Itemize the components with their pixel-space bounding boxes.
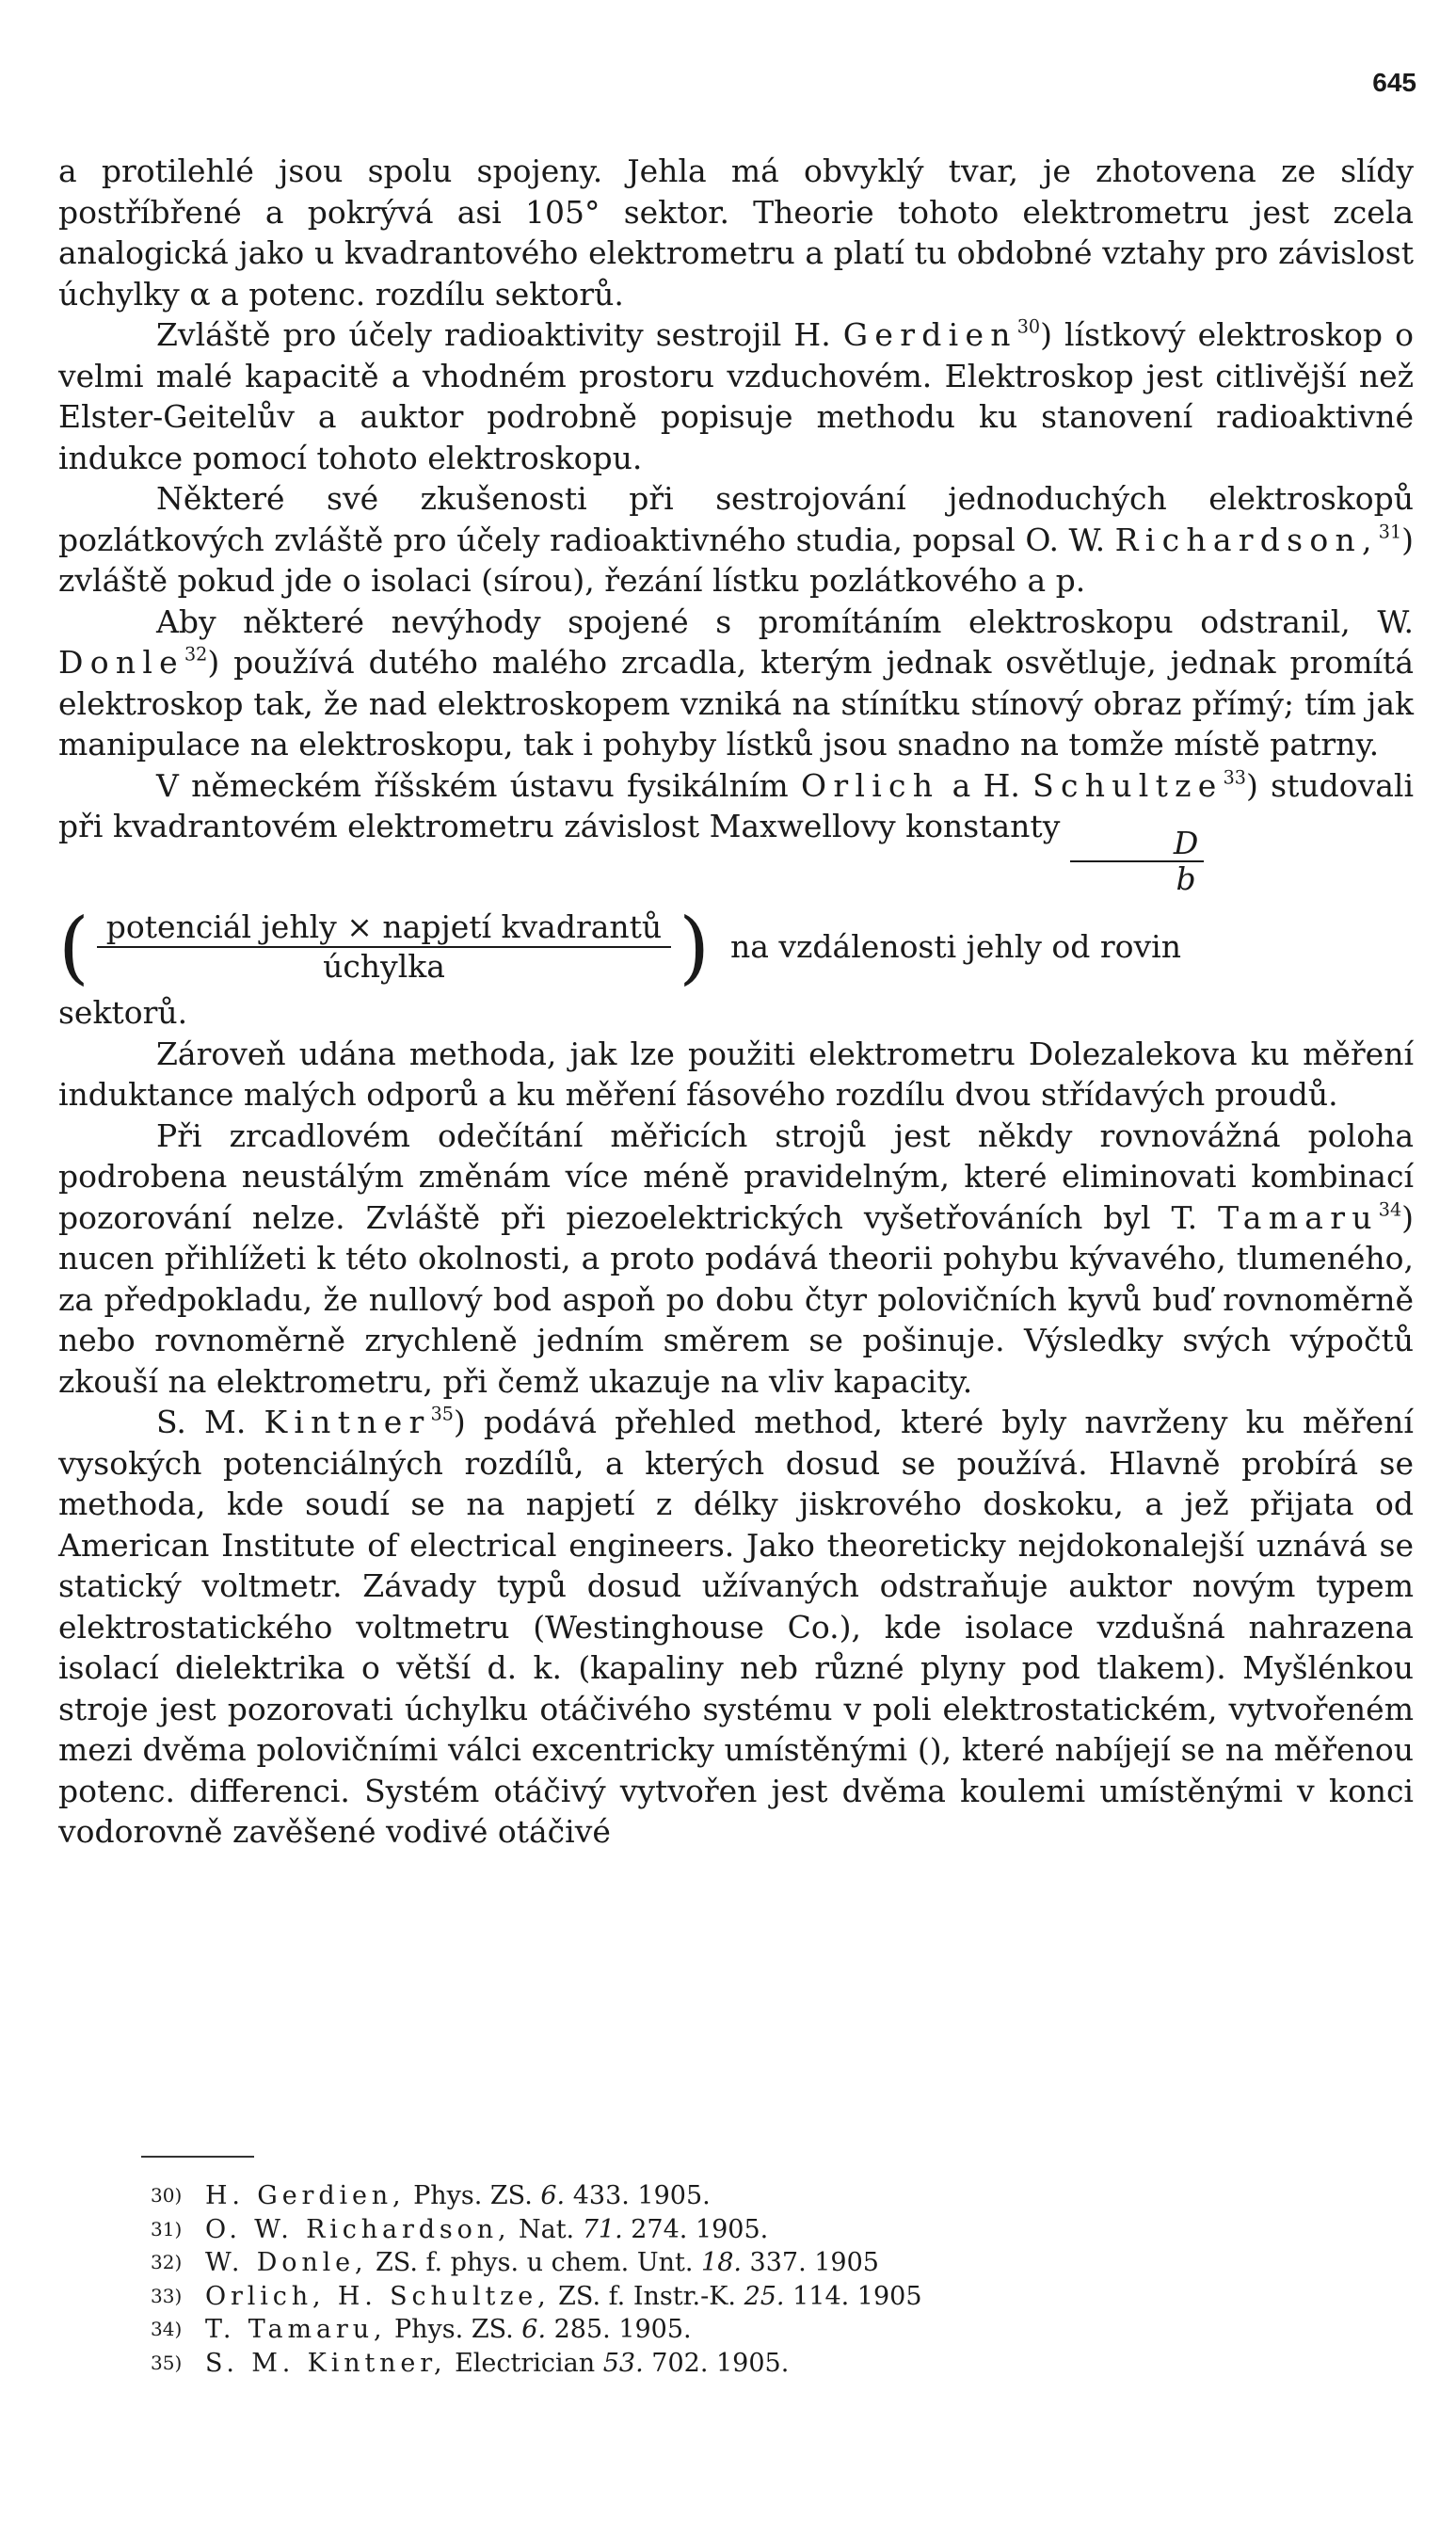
paragraph-8 bbox=[58, 1402, 1414, 1853]
footnote-journal: ZS. f. Instr.-K. bbox=[550, 2281, 744, 2311]
footnote-pages: 702. 1905. bbox=[643, 2348, 790, 2378]
footnote-mark: 33) bbox=[151, 2284, 183, 2307]
maxwell-constant-fraction bbox=[1070, 827, 1204, 896]
footnote-journal: Phys. ZS. bbox=[386, 2315, 522, 2344]
text: V německém říšském ústavu fysikálním bbox=[156, 766, 802, 804]
formula-tail: na vzdálenosti jehly od rovin bbox=[729, 928, 1181, 966]
article-body bbox=[58, 151, 1414, 1853]
author-name: Gerdien bbox=[842, 316, 1017, 353]
text: ) používá dutého malého zrcadla, kterým jednak osvětluje, jednak promítá elektroskop tak, že nad elektroskopem vzniká na stínítku stínový obraz přímý; tím jak manipulace na elektroskopu, tak i pohyby lístků jsou snadno na tomže místě patrny. bbox=[58, 644, 1414, 763]
text: Při zrcadlovém odečítání měřicích strojů jest někdy rovnovážná poloha podrobena neustálým změnám více méně pravidelným, které eliminovati kombinací pozorování nelze. Zvláště při piezoelektrických vyšetřováních byl T. bbox=[58, 1116, 1414, 1236]
paragraph-5 bbox=[58, 765, 1414, 897]
formula-denominator: úchylka bbox=[323, 948, 445, 986]
footnote-author: T. Tamaru, bbox=[205, 2315, 387, 2344]
footnote-author: O. W. Richardson, bbox=[205, 2214, 511, 2244]
footnote-33 bbox=[151, 2280, 1280, 2314]
paragraph-2 bbox=[58, 314, 1414, 478]
footnote-mark: 34) bbox=[151, 2318, 183, 2340]
footnote-32 bbox=[151, 2246, 1280, 2280]
footnote-journal: ZS. f. phys. u chem. Unt. bbox=[367, 2248, 702, 2277]
formula-continuation: sektorů. bbox=[58, 994, 188, 1032]
footnote-34 bbox=[151, 2313, 1280, 2347]
text: ) lístkový elektroskop o velmi malé kapacitě a vhodném prostoru vzduchovém. Elektroskop jest citlivější než Elster-Geitelův a auktor podrobně popisuje methodu ku stanovení radioaktivné indukce pomocí tohoto elektroskopu. bbox=[58, 316, 1414, 476]
footnote-author: S. M. Kintner, bbox=[205, 2348, 447, 2378]
footnote-volume: 6. bbox=[540, 2181, 566, 2210]
text: ) studovali při kvadrantovém elektrometru závislost Maxwellovy konstanty bbox=[58, 766, 1414, 844]
footnote-text bbox=[205, 2347, 789, 2381]
text: S. M. bbox=[156, 1404, 264, 1441]
footnote-ref: 31 bbox=[1378, 521, 1402, 543]
footnote-pages: 337. 1905 bbox=[741, 2248, 879, 2277]
author-name: Richardson, bbox=[1114, 521, 1379, 558]
footnote-volume: 71. bbox=[582, 2214, 623, 2244]
footnote-author: W. Donle, bbox=[205, 2248, 368, 2277]
paragraph-4 bbox=[58, 602, 1414, 765]
footnote-ref: 34 bbox=[1378, 1198, 1402, 1221]
footnote-text bbox=[205, 2179, 711, 2213]
footnote-ref: 30 bbox=[1016, 315, 1041, 338]
footnote-pages: 274. 1905. bbox=[622, 2214, 769, 2244]
footnote-31 bbox=[151, 2213, 1280, 2247]
footnote-journal: Phys. ZS. bbox=[405, 2181, 541, 2210]
footnote-ref: 33 bbox=[1223, 766, 1246, 789]
footnote-mark: 35) bbox=[151, 2351, 183, 2374]
footnote-text bbox=[205, 2246, 879, 2280]
footnote-pages: 433. 1905. bbox=[565, 2181, 711, 2210]
footnote-journal: Nat. bbox=[510, 2214, 583, 2244]
author-name: Tamaru bbox=[1218, 1198, 1379, 1236]
fraction-numerator: D bbox=[1070, 827, 1204, 862]
footnote-volume: 18. bbox=[701, 2248, 742, 2277]
footnote-ref: 35 bbox=[430, 1403, 454, 1425]
footnote-35 bbox=[151, 2347, 1280, 2381]
text: ) zvláště pokud jde o isolaci (sírou), řezání lístku pozlátkového a p. bbox=[58, 521, 1414, 599]
footnote-text bbox=[205, 2280, 922, 2314]
footnote-pages: 285. 1905. bbox=[546, 2315, 692, 2344]
footnote-author: Orlich, H. Schultze, bbox=[205, 2281, 551, 2311]
footnotes bbox=[151, 2179, 1280, 2380]
text: ) nucen přihlížeti k této okolnosti, a proto podává theorii pohybu kývavého, tlumeného, za předpokladu, že nullový bod aspoň po dobu čtyr polovičních kyvů buď rovnoměrně nebo rovnoměrně zrychleně jedním směrem se pošinuje. Výsledky svých výpočtů zkouší na elektrometru, při čemž ukazuje na vliv kapacity. bbox=[58, 1198, 1414, 1400]
footnote-30 bbox=[151, 2179, 1280, 2213]
paragraph-1: a protilehlé jsou spolu spojeny. Jehla má obvyklý tvar, je zhotovena ze slídy postříbřené a pokrývá asi 105° sektor. Theorie tohoto elektrometru jest zcela analogická jako u kvadrantového elektrometru a platí tu obdobné vztahy pro závislost úchylky α a potenc. rozdílu sektorů. bbox=[58, 153, 1414, 313]
footnote-volume: 6. bbox=[521, 2315, 547, 2344]
footnote-volume: 25. bbox=[744, 2281, 785, 2311]
author-name: Schultze bbox=[1032, 766, 1224, 804]
footnote-volume: 53. bbox=[602, 2348, 644, 2378]
footnote-text bbox=[205, 2313, 692, 2347]
footnote-mark: 32) bbox=[151, 2251, 183, 2273]
author-name: Orlich bbox=[801, 766, 940, 804]
text: Zvláště pro účely radioaktivity sestrojil H. bbox=[156, 316, 843, 353]
left-paren: ( bbox=[58, 901, 89, 994]
footnote-mark: 31) bbox=[151, 2217, 183, 2240]
text: Aby některé nevýhody spojené s promítáním elektroskopu odstranil, W. bbox=[156, 602, 1414, 640]
footnote-journal: Electrician bbox=[446, 2348, 603, 2378]
text: Některé své zkušenosti při sestrojování jednoduchých elektroskopů pozlátkových zvláště pro účely radioaktivného studia, popsal O. W. bbox=[58, 480, 1414, 558]
paragraph-6: Zároveň udána methoda, jak lze použiti elektrometru Dolezalekova ku měření induktance malých odporů a ku měření fásového rozdílu dvou střídavých proudů. bbox=[58, 1035, 1414, 1114]
footnote-ref: 32 bbox=[184, 643, 208, 666]
text: ) podává přehled method, které byly navrženy ku měření vysokých potenciálných rozdílů, a kterých dosud se používá. Hlavně probírá se methoda, kde soudí se na napjetí z délky jiskrového doskoku, a jež přijata od American Institute of electrical engineers. Jako theoreticky nejdokonalejší uznává se statický voltmetr. Závady typů dosud užívaných odstraňuje auktor novým typem elektrostatického voltmetru (Westinghouse Co.), kde isolace vzdušná nahrazena isolací dielektrika o větší d. k. (kapaliny neb různé plyny pod tlakem). Myšlénkou stroje jest pozorovati úchylku otáčivého systému v poli elektrostatickém, vytvořeném mezi dvěma polovičními válci excentricky umístěnými (), které nabíjejí se na měřenou potenc. differenci. Systém otáčivý vytvořen jest dvěma koulemi umístěnými v konci vodorovně zavěšené vodivé otáčivé bbox=[58, 1404, 1414, 1851]
paragraph-7 bbox=[58, 1116, 1414, 1403]
right-paren: ) bbox=[679, 901, 710, 994]
formula-numerator: potenciál jehly × napjetí kvadrantů bbox=[97, 908, 671, 948]
paragraph-3 bbox=[58, 478, 1414, 602]
footnote-author: H. Gerdien, bbox=[205, 2181, 406, 2210]
author-name: Donle bbox=[58, 644, 184, 681]
footnote-pages: 114. 1905 bbox=[784, 2281, 922, 2311]
footnote-mark: 30) bbox=[151, 2184, 183, 2207]
formula-line bbox=[58, 901, 1414, 994]
text: a H. bbox=[939, 766, 1033, 804]
footnote-text bbox=[205, 2213, 768, 2247]
fraction-denominator: b bbox=[1176, 860, 1196, 898]
author-name: Kintner bbox=[264, 1404, 431, 1441]
page-number: 645 bbox=[1372, 68, 1416, 97]
formula-fraction bbox=[97, 908, 671, 986]
footnote-divider bbox=[141, 2156, 254, 2158]
